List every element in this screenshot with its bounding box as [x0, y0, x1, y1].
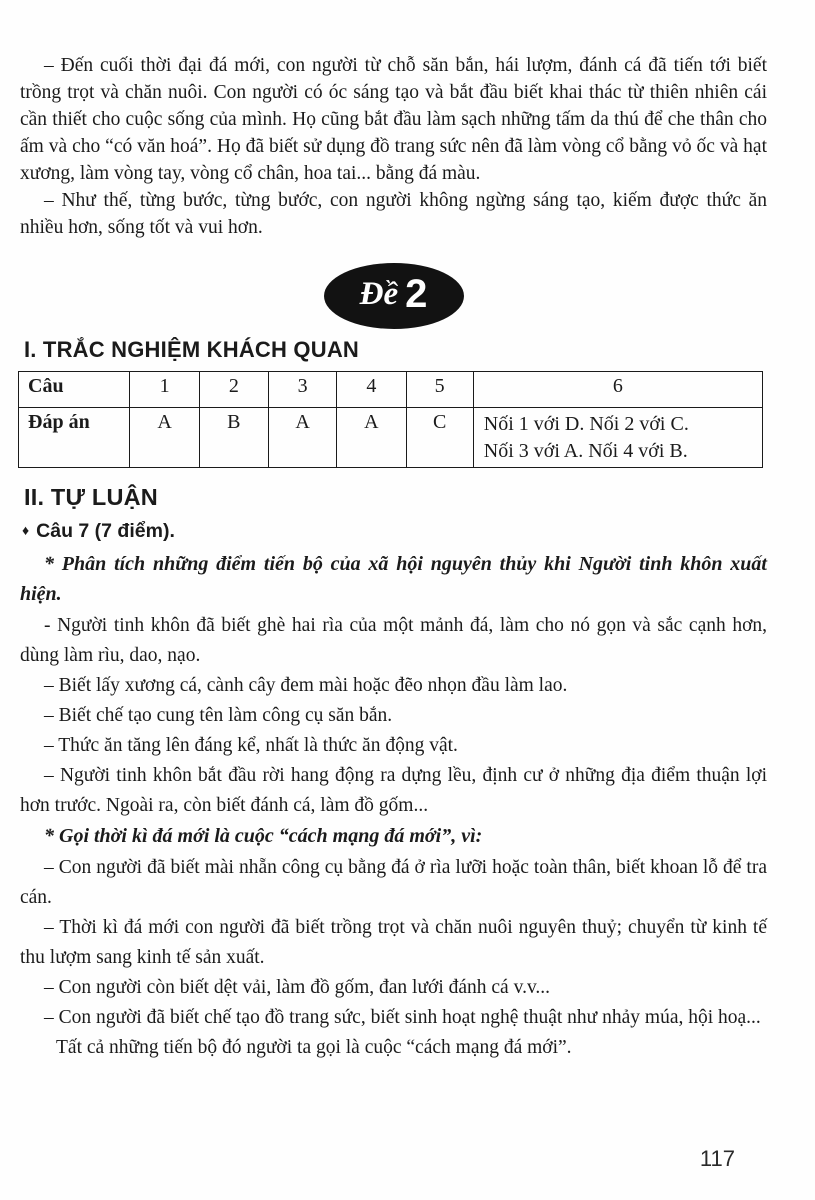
section-2-title: II. TỰ LUẬN [24, 484, 158, 510]
table-column-5: 5 [406, 372, 473, 408]
table-header-row [19, 372, 763, 408]
exam-badge [324, 263, 464, 329]
badge-number: 2 [405, 271, 428, 316]
table-answer-row [19, 408, 763, 468]
answer-1: A [130, 408, 199, 468]
table-column-3: 3 [268, 372, 336, 408]
essay-prompt-2: * Gọi thời kì đá mới là cuộc “cách mạng đá mới”, vì: [44, 825, 483, 847]
table-header-label: Câu [19, 372, 130, 408]
essay-point: – Con người còn biết dệt vải, làm đồ gốm, đan lưới đánh cá v.v... [44, 977, 551, 998]
answer-2: B [199, 408, 268, 468]
table-answer-label: Đáp án [19, 408, 130, 468]
essay-point: – Biết chế tạo cung tên làm công cụ săn bắn. [44, 705, 393, 726]
essay-point: – Người tinh khôn bắt đầu rời hang động ra dựng lều, định cư ở những địa điểm thuận lợi hơn trước. Ngoài ra, còn biết đánh cá, làm đồ gốm... [20, 765, 767, 816]
page-number: 117 [699, 1146, 735, 1171]
exam-badge-row [20, 263, 767, 329]
essay-point: – Con người đã biết mài nhẵn công cụ bằng đá ở rìa lưỡi hoặc toàn thân, biết khoan lỗ để tra cán. [20, 857, 767, 908]
answer-6 [473, 408, 762, 468]
table-column-6: 6 [473, 372, 762, 408]
intro-paragraph-1: – Đến cuối thời đại đá mới, con người từ chỗ săn bắn, hái lượm, đánh cá đã tiến tới biết trồng trọt và chăn nuôi. Con người có óc sáng tạo và bắt đầu biết khai thác từ thiên nhiên cái cần thiết cho cuộc sống của mình. Họ cũng bắt đầu làm sạch những tấm da thú để che thân cho ấm và cho “có văn hoá”. Họ đã biết sử dụng đồ trang sức nên đã làm vòng cổ bằng vỏ ốc và hạt xương, làm vòng tay, vòng cổ chân, hoa tai... bằng đá màu. [20, 55, 767, 184]
answer-6-line-1: Nối 1 với D. Nối 2 với C. [483, 413, 689, 435]
diamond-bullet-icon: ♦ [22, 522, 30, 538]
essay-point: - Người tinh khôn đã biết ghè hai rìa của một mảnh đá, làm cho nó gọn và sắc cạnh hơn, dùng làm rìu, dao, nạo. [20, 615, 767, 666]
answer-5: C [406, 408, 473, 468]
essay-point: – Thời kì đá mới con người đã biết trồng trọt và chăn nuôi nguyên thuỷ; chuyển từ kinh tế thu lượm sang kinh tế sản xuất. [20, 917, 767, 968]
intro-paragraph-2: – Như thế, từng bước, từng bước, con người không ngừng sáng tạo, kiếm được thức ăn nhiều hơn, sống tốt và vui hơn. [20, 190, 767, 238]
essay-conclusion: Tất cả những tiến bộ đó người ta gọi là cuộc “cách mạng đá mới”. [56, 1037, 572, 1058]
question-7-label: Câu 7 (7 điểm). [36, 520, 175, 542]
essay-prompt-1: * Phân tích những điểm tiến bộ của xã hội nguyên thủy khi Người tinh khôn xuất hiện. [20, 553, 767, 605]
table-column-2: 2 [199, 372, 268, 408]
essay-point: – Con người đã biết chế tạo đồ trang sức, biết sinh hoạt nghệ thuật như nhảy múa, hội hoạ... [44, 1007, 761, 1028]
answer-3: A [268, 408, 336, 468]
badge-word: Đề [359, 275, 399, 312]
question-7-heading [22, 520, 767, 543]
answer-table [18, 371, 763, 468]
essay-point: – Biết lấy xương cá, cành cây đem mài hoặc đẽo nhọn đầu làm lao. [44, 675, 568, 696]
section-1-title: I. TRẮC NGHIỆM KHÁCH QUAN [24, 337, 359, 362]
answer-4: A [337, 408, 406, 468]
table-column-4: 4 [337, 372, 406, 408]
table-column-1: 1 [130, 372, 199, 408]
essay-point: – Thức ăn tăng lên đáng kể, nhất là thức ăn động vật. [44, 735, 458, 756]
answer-6-line-2: Nối 3 với A. Nối 4 với B. [483, 440, 688, 462]
